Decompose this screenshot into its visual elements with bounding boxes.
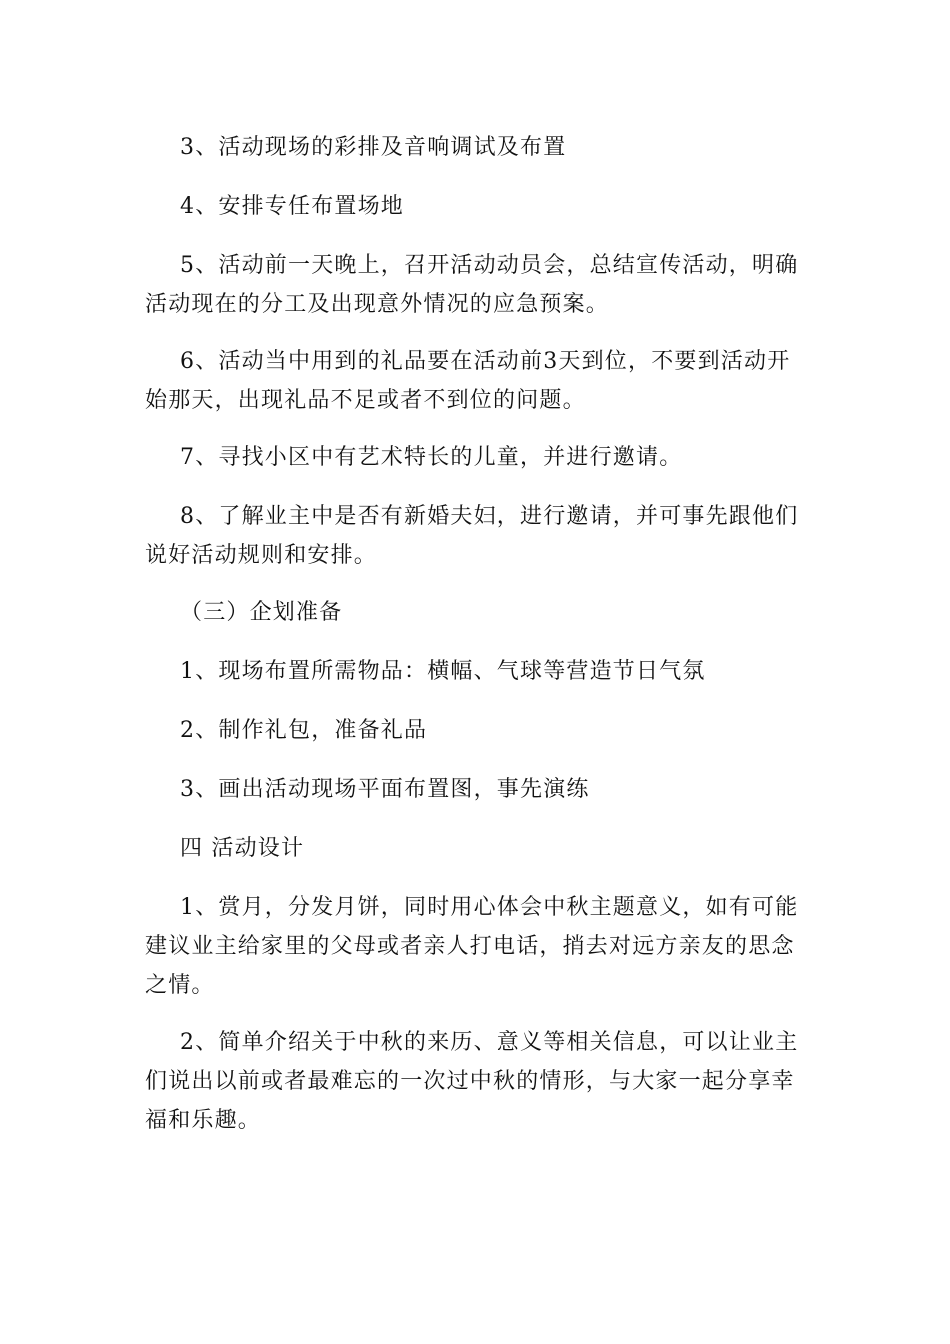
section-heading-planning: （三）企划准备 <box>180 600 343 625</box>
section-heading-activity-design: 四 活动设计 <box>180 836 305 861</box>
document-body <box>145 128 810 1158</box>
paragraph-planning-2: 2、制作礼包，准备礼品 <box>180 718 428 743</box>
paragraph-design-2: 2、简单介绍关于中秋的来历、意义等相关信息，可以让业主们说出以前或者最难忘的一次过中秋的情形，与大家一起分享幸福和乐趣。 <box>145 1030 799 1133</box>
paragraph-design-1: 1、赏月，分发月饼，同时用心体会中秋主题意义，如有可能建议业主给家里的父母或者亲人打电话，捎去对远方亲友的思念之情。 <box>145 895 799 998</box>
paragraph-item-7-children: 7、寻找小区中有艺术特长的儿童，并进行邀请。 <box>180 445 683 470</box>
paragraph-planning-3: 3、画出活动现场平面布置图，事先演练 <box>180 777 590 802</box>
paragraph-item-3-rehearsal: 3、活动现场的彩排及音响调试及布置 <box>180 135 567 160</box>
paragraph-item-8-couples: 8、了解业主中是否有新婚夫妇，进行邀请，并可事先跟他们说好活动规则和安排。 <box>145 504 799 568</box>
paragraph-item-5-mobilization: 5、活动前一天晚上，召开活动动员会，总结宣传活动，明确活动现在的分工及出现意外情况的应急预案。 <box>145 253 799 317</box>
paragraph-item-6-gifts: 6、活动当中用到的礼品要在活动前3天到位，不要到活动开始那天，出现礼品不足或者不到位的问题。 <box>145 349 791 413</box>
paragraph-planning-1: 1、现场布置所需物品：横幅、气球等营造节日气氛 <box>180 659 706 684</box>
paragraph-item-4-venue: 4、安排专任布置场地 <box>180 194 404 219</box>
